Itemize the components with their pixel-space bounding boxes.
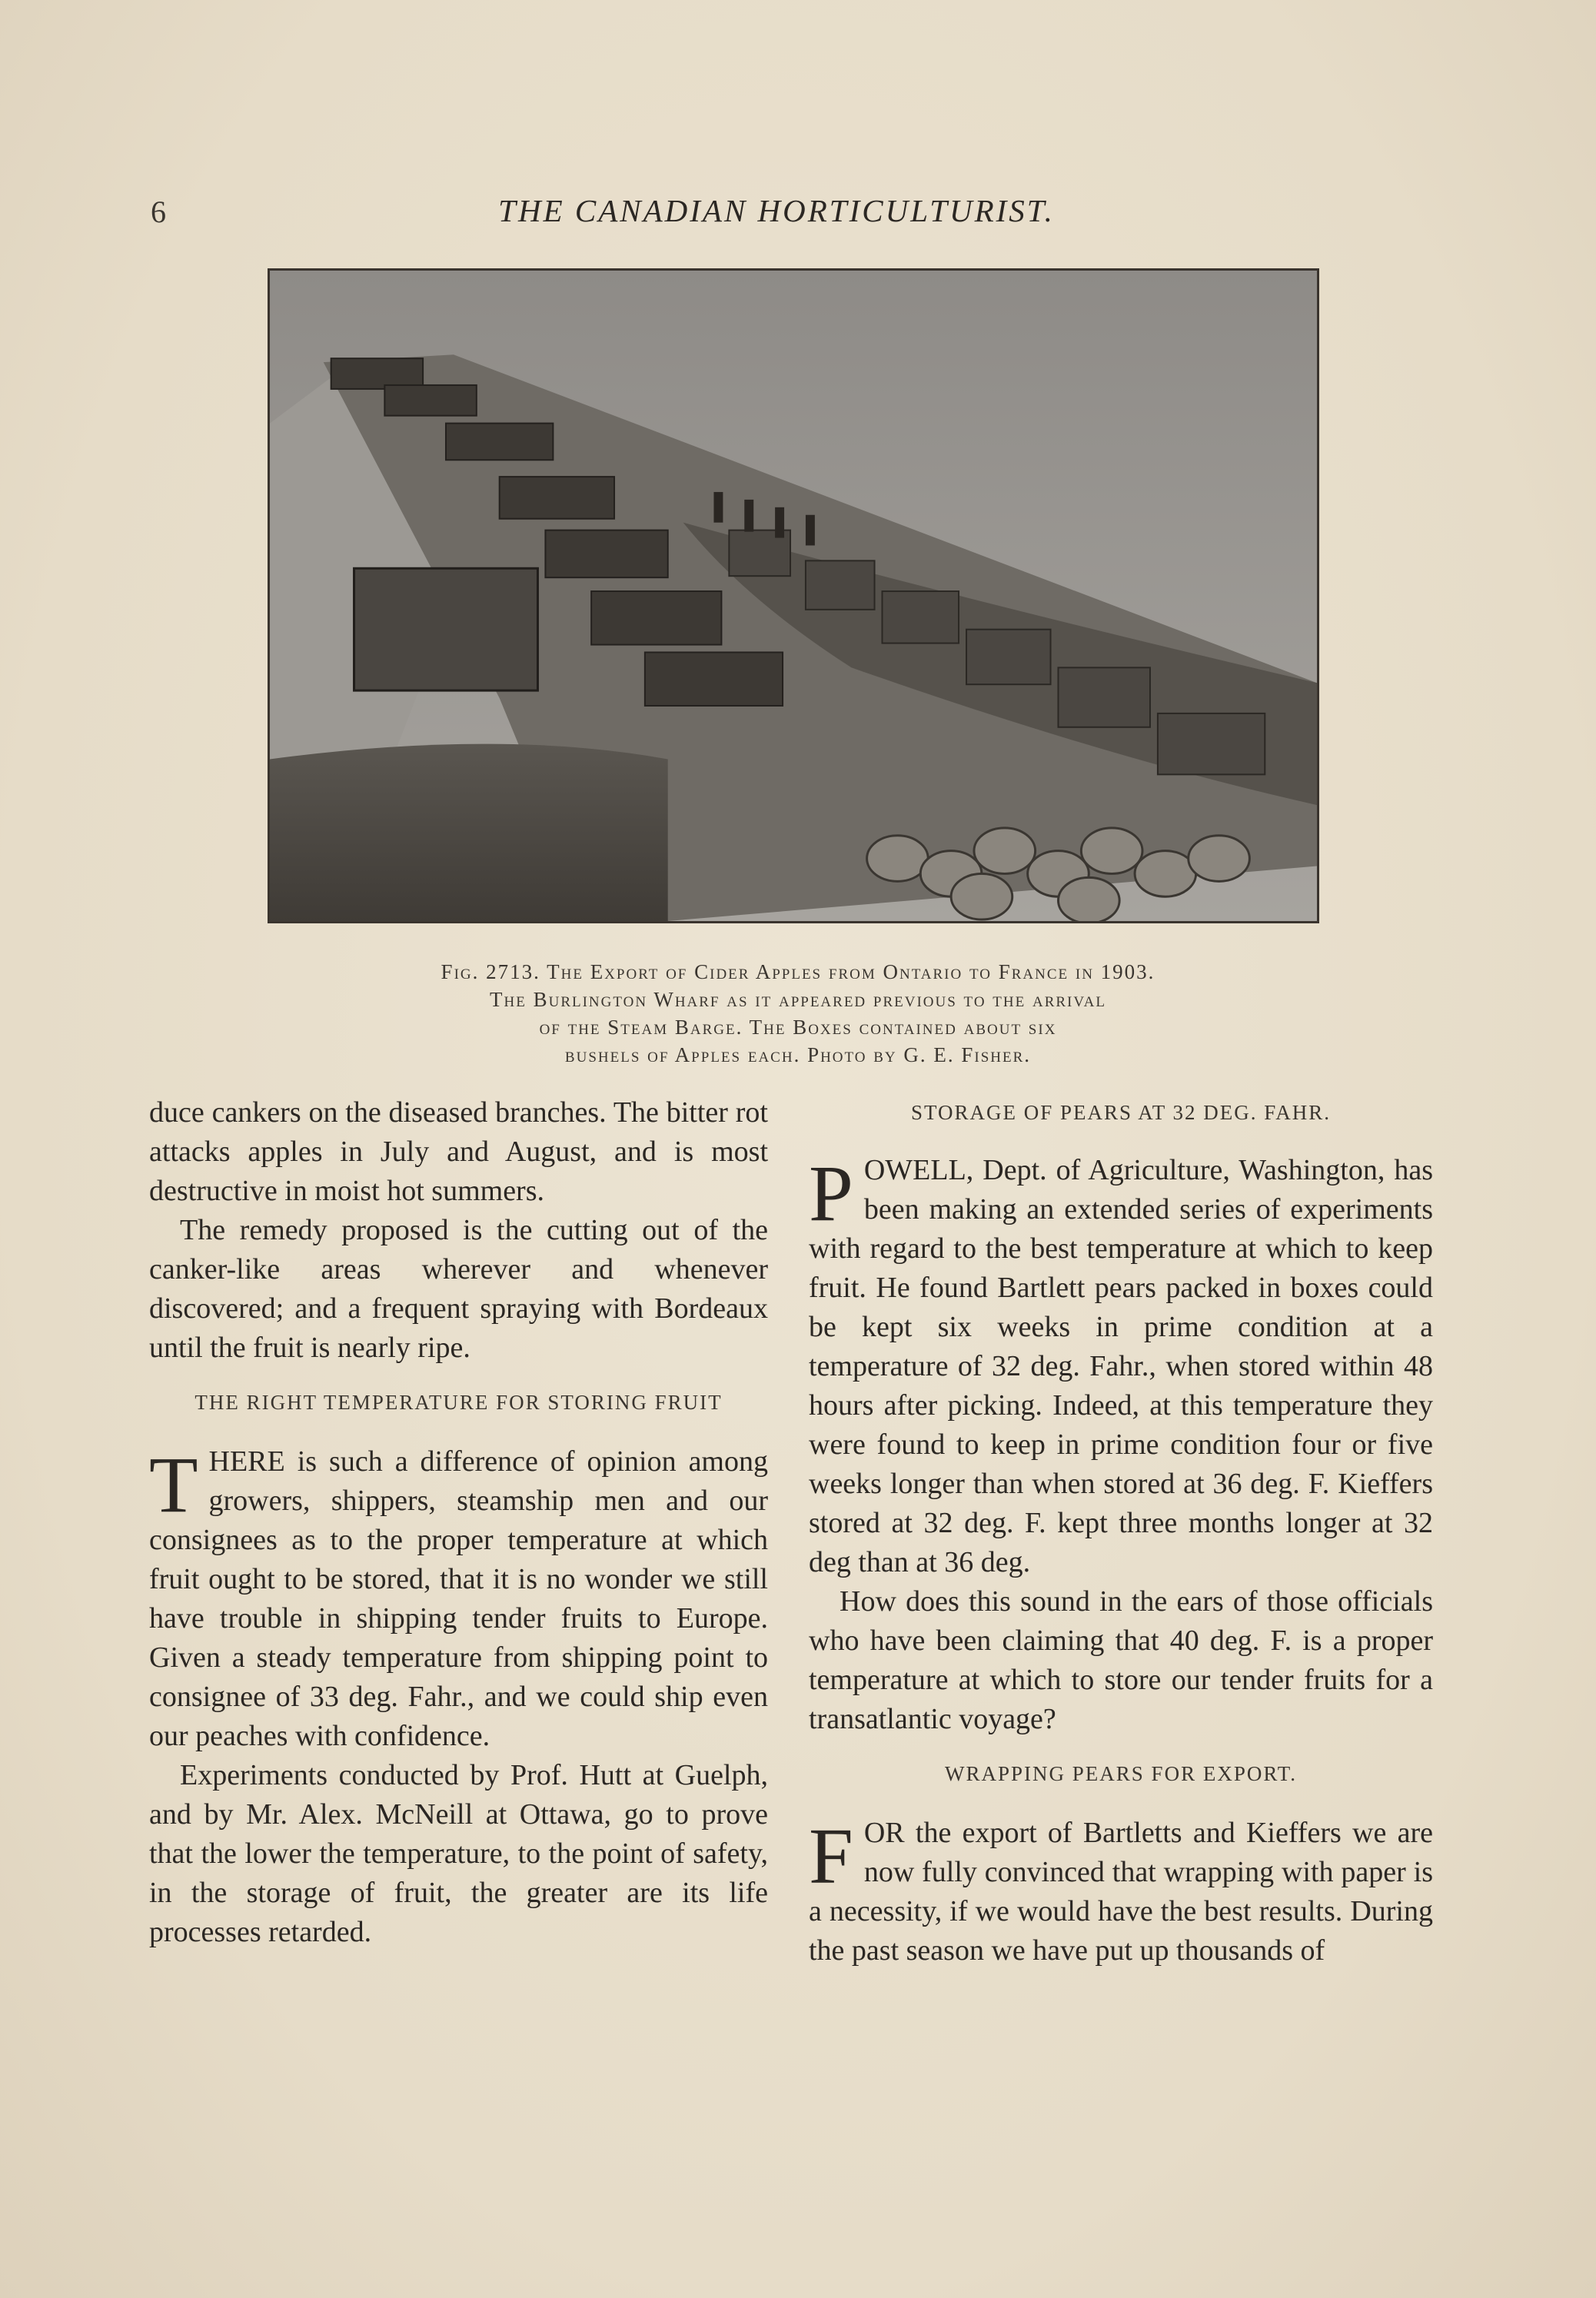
paragraph-with-dropcap <box>809 1814 1433 1970</box>
left-column <box>149 1093 768 1952</box>
paragraph: How does this sound in the ears of those officials who have been claiming that 40 deg. F. is a proper temperature at which to store our tender fruits for a transatlantic voyage? <box>809 1585 1433 1735</box>
paragraph-with-dropcap <box>809 1151 1433 1582</box>
section-heading: THE RIGHT TEMPERATURE FOR STORING FRUIT <box>195 1391 723 1414</box>
drop-cap: P <box>809 1149 853 1238</box>
paragraph-text: OWELL, Dept. of Agriculture, Washington, has been making an extended series of experiments with regard to the best temperature at which to keep fruit. He found Bartlett pears packed in boxes could be kept six weeks in prime condition at a temperature of 32 deg. Fahr., when stored within 48 hours after picking. Indeed, at this temperature they were found to keep in prime condition four or five weeks longer than when stored at 36 deg. F. Kieffers stored at 32 deg. F. kept three months longer at 32 deg than at 36 deg. <box>809 1154 1433 1578</box>
paragraph: Experiments conducted by Prof. Hutt at Guelph, and by Mr. Alex. McNeill at Ottawa, go to prove that the lower the temperature, to the point of safety, in the storage of fruit, the greater are its life processes retarded. <box>149 1759 768 1948</box>
section-heading: STORAGE OF PEARS AT 32 DEG. FAHR. <box>910 1101 1332 1124</box>
paragraph: The remedy proposed is the cutting out of the canker-like areas wherever and whenever discovered; and a frequent spraying with Bordeaux until the fruit is nearly ripe. <box>149 1214 768 1364</box>
caption-line: Fig. 2713. The Export of Cider Apples from Ontario to France in 1903. <box>441 960 1155 983</box>
paragraph: duce cankers on the diseased branches. The bitter rot attacks apples in July and August, and is most destructive in moist hot summers. <box>149 1096 768 1207</box>
wharf-photo <box>268 268 1319 923</box>
drop-cap: T <box>149 1441 198 1529</box>
caption-line: bushels of Apples each. Photo by G. E. Fisher. <box>564 1043 1032 1066</box>
figure-caption <box>261 958 1335 1069</box>
paragraph-text: HERE is such a difference of opinion among growers, shippers, steamship men and our consignees as to the proper temperature at which fruit ought to be stored, that it is no wonder we still have trouble in shipping tender fruits to Europe. Given a steady temperature from shipping point to consignee of 33 deg. Fahr., and we could ship even our peaches with confidence. <box>149 1445 768 1752</box>
page-number: 6 <box>151 195 166 229</box>
wharf-photo-illustration <box>270 271 1317 921</box>
paragraph-with-dropcap <box>149 1442 768 1756</box>
caption-line: The Burlington Wharf as it appeared previous to the arrival <box>490 988 1106 1011</box>
right-column <box>809 1093 1433 1970</box>
paragraph-text: OR the export of Bartletts and Kieffers we are now fully convinced that wrapping with paper is a necessity, if we would have the best results. During the past season we have put up thousands of <box>809 1817 1433 1967</box>
drop-cap: F <box>809 1812 853 1901</box>
running-head: THE CANADIAN HORTICULTURIST. <box>498 193 1055 228</box>
caption-line: of the Steam Barge. The Boxes contained about six <box>539 1016 1057 1039</box>
section-heading: WRAPPING PEARS FOR EXPORT. <box>945 1762 1297 1785</box>
